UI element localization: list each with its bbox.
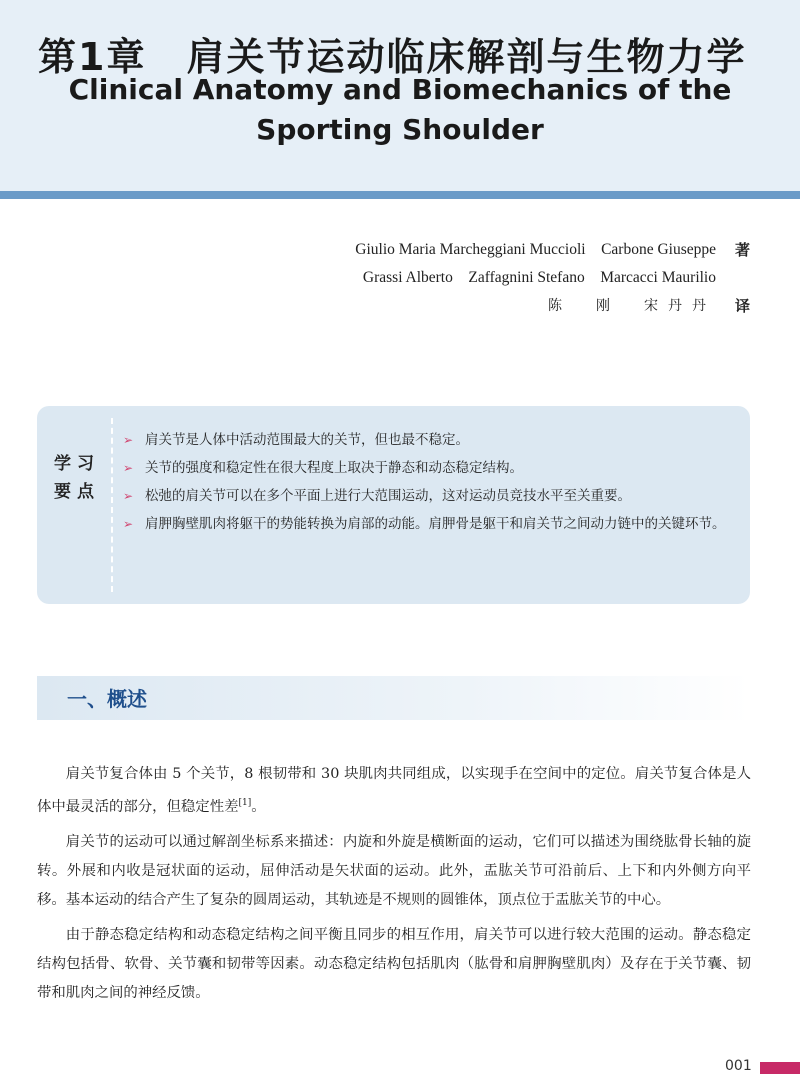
paragraph-end: 。 [251, 798, 266, 815]
arrow-icon: ➢ [123, 433, 134, 447]
key-point-text: 肩胛胸壁肌肉将躯干的势能转换为肩部的动能。肩胛骨是躯干和肩关节之间动力链中的关键环节。 [145, 516, 726, 532]
key-point-text: 肩关节是人体中活动范围最大的关节，但也最不稳定。 [145, 432, 469, 448]
author-line-1 [190, 236, 750, 264]
author-names-2: Grassi Alberto Zaffagnini Stefano Marcacci Maurilio [362, 269, 716, 286]
paragraph: 由于静态稳定结构和动态稳定结构之间平衡且同步的相互作用，肩关节可以进行较大范围的运动。静态稳定结构包括骨、软骨、关节囊和韧带等因素。动态稳定结构包括肌肉（肱骨和肩胛胸壁肌肉）及存在于关节囊、韧带和肌肉之间的神经反馈。 [37, 926, 751, 1001]
citation-ref[interactable]: [1] [238, 798, 252, 808]
section-heading-bar [37, 676, 750, 720]
paragraph-text: 肩关节复合体由 5 个关节，8 根韧带和 30 块肌肉共同组成，以实现手在空间中的定位。肩关节复合体是人体中最灵活的部分，但稳定性差 [37, 766, 751, 815]
author-block [190, 236, 750, 320]
key-point-text: 松弛的肩关节可以在多个平面上进行大范围运动，这对运动员竞技水平至关重要。 [145, 488, 631, 504]
paragraph [37, 760, 751, 822]
author-tag: 著 [734, 241, 750, 259]
author-names-1: Giulio Maria Marcheggiani Muccioli Carbone Giuseppe [355, 241, 716, 258]
chapter-title-chinese: 第1章 肩关节运动临床解剖与生物力学 [38, 35, 747, 79]
arrow-icon: ➢ [123, 489, 134, 503]
key-points-label-line-1: 学 习 [54, 454, 94, 474]
translator-names: 陈 刚 宋丹丹 [548, 298, 716, 314]
key-point-item [123, 510, 733, 538]
chapter-title-english: Clinical Anatomy and Biomechanics of the Sporting Shoulder [68, 73, 732, 146]
key-points-box [37, 406, 750, 604]
page-number: 001 [725, 1058, 752, 1074]
header-divider [0, 191, 800, 199]
arrow-icon: ➢ [123, 517, 134, 531]
paragraph: 肩关节的运动可以通过解剖坐标系来描述：内旋和外旋是横断面的运动，它们可以描述为围绕肱骨长轴的旋转。外展和内收是冠状面的运动，屈伸活动是矢状面的运动。此外，盂肱关节可沿前后、上下和内外侧方向平移。基本运动的结合产生了复杂的圆周运动，其轨迹是不规则的圆锥体，顶点位于盂肱关节的中心。 [37, 833, 751, 908]
author-line-2 [190, 264, 750, 292]
section-title: 一、概述 [67, 687, 147, 711]
key-points-divider [111, 418, 113, 592]
body-text [37, 760, 751, 1014]
key-points-label-line-2: 要 点 [54, 482, 94, 502]
key-points-label [49, 450, 99, 506]
key-point-item [123, 454, 733, 482]
translator-line [190, 292, 750, 320]
page-marker-bar [760, 1062, 800, 1074]
key-point-item [123, 482, 733, 510]
arrow-icon: ➢ [123, 461, 134, 475]
chapter-header [0, 0, 800, 192]
key-point-item [123, 426, 733, 454]
key-points-list [123, 426, 733, 538]
translator-tag: 译 [734, 297, 750, 315]
key-point-text: 关节的强度和稳定性在很大程度上取决于静态和动态稳定结构。 [145, 460, 523, 476]
